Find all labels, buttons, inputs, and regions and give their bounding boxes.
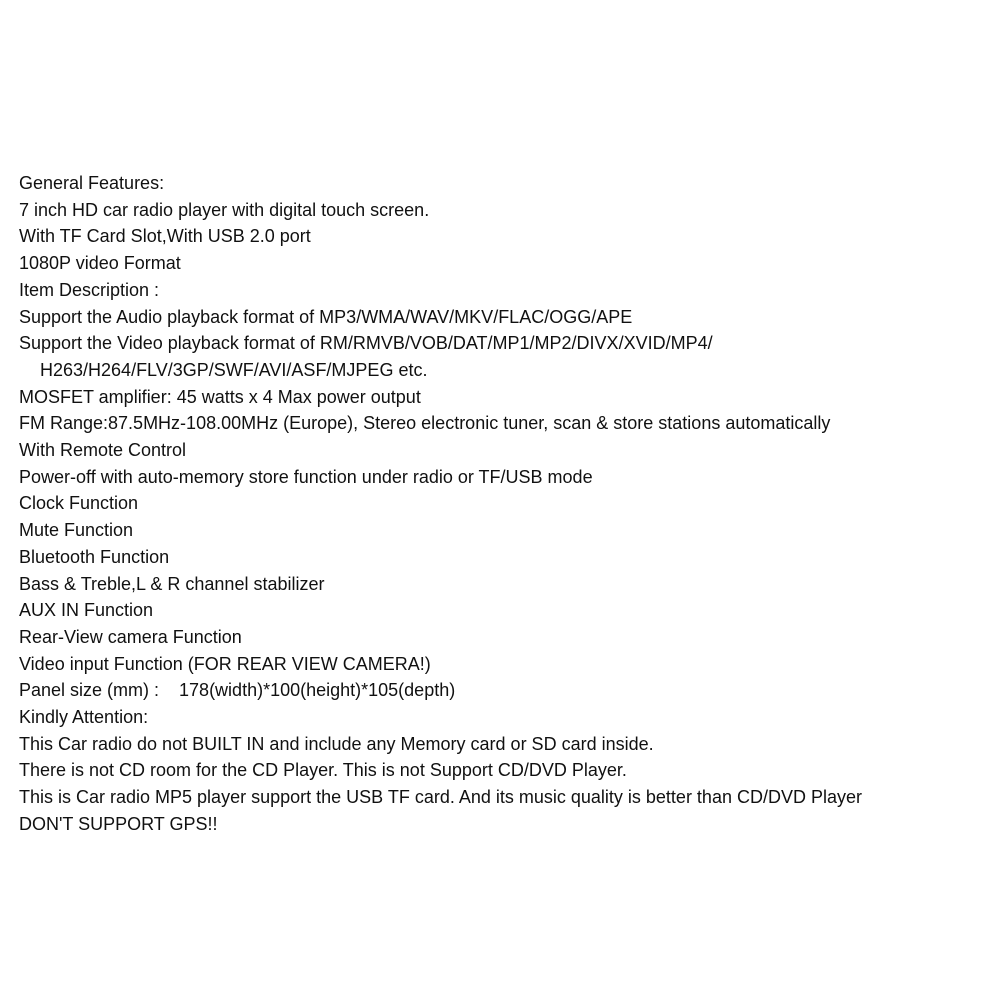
spec-line-auto-memory: Power-off with auto-memory store function under radio or TF/USB mode (19, 466, 593, 487)
spec-line-mute: Mute Function (19, 520, 134, 541)
spec-line-video-format-continued: H263/H264/FLV/3GP/SWF/AVI/ASF/MJPEG etc. (40, 359, 428, 380)
feature-line-ports: With TF Card Slot,With USB 2.0 port (19, 226, 311, 247)
feature-line-screen: 7 inch HD car radio player with digital touch screen. (19, 199, 430, 220)
spec-line-audio-format: Support the Audio playback format of MP3/WMA/WAV/MKV/FLAC/OGG/APE (19, 306, 633, 327)
spec-line-panel-size: Panel size (mm) : 178(width)*100(height)*105(depth) (19, 680, 456, 701)
spec-line-clock: Clock Function (19, 493, 139, 514)
notice-line-cd-player: There is not CD room for the CD Player. This is not Support CD/DVD Player. (19, 760, 627, 781)
notice-line-mp5-usb: This is Car radio MP5 player support the USB TF card. And its music quality is better than CD/DVD Player (19, 787, 862, 808)
heading-item-description: Item Description : (19, 279, 160, 300)
spec-line-rear-view: Rear-View camera Function (19, 626, 242, 647)
spec-line-bluetooth: Bluetooth Function (19, 546, 170, 567)
spec-line-video-input: Video input Function (FOR REAR VIEW CAMERA!) (19, 653, 431, 674)
spec-line-amplifier: MOSFET amplifier: 45 watts x 4 Max power output (19, 386, 421, 407)
notice-line-memory-card: This Car radio do not BUILT IN and include any Memory card or SD card inside. (19, 733, 654, 754)
notice-line-no-gps: DON'T SUPPORT GPS!! (19, 813, 218, 834)
spec-line-bass-treble: Bass & Treble,L & R channel stabilizer (19, 573, 325, 594)
spec-line-remote-control: With Remote Control (19, 440, 187, 460)
heading-general-features: General Features: (19, 173, 165, 193)
spec-line-fm-range: FM Range:87.5MHz-108.00MHz (Europe), Stereo electronic tuner, scan & store stations automatically (19, 413, 831, 434)
heading-kindly-attention: Kindly Attention: (19, 707, 149, 727)
feature-line-video-format: 1080P video Format (19, 253, 181, 274)
spec-line-video-format: Support the Video playback format of RM/RMVB/VOB/DAT/MP1/MP2/DIVX/XVID/MP4/ (19, 333, 713, 354)
spec-line-aux-in: AUX IN Function (19, 600, 154, 621)
